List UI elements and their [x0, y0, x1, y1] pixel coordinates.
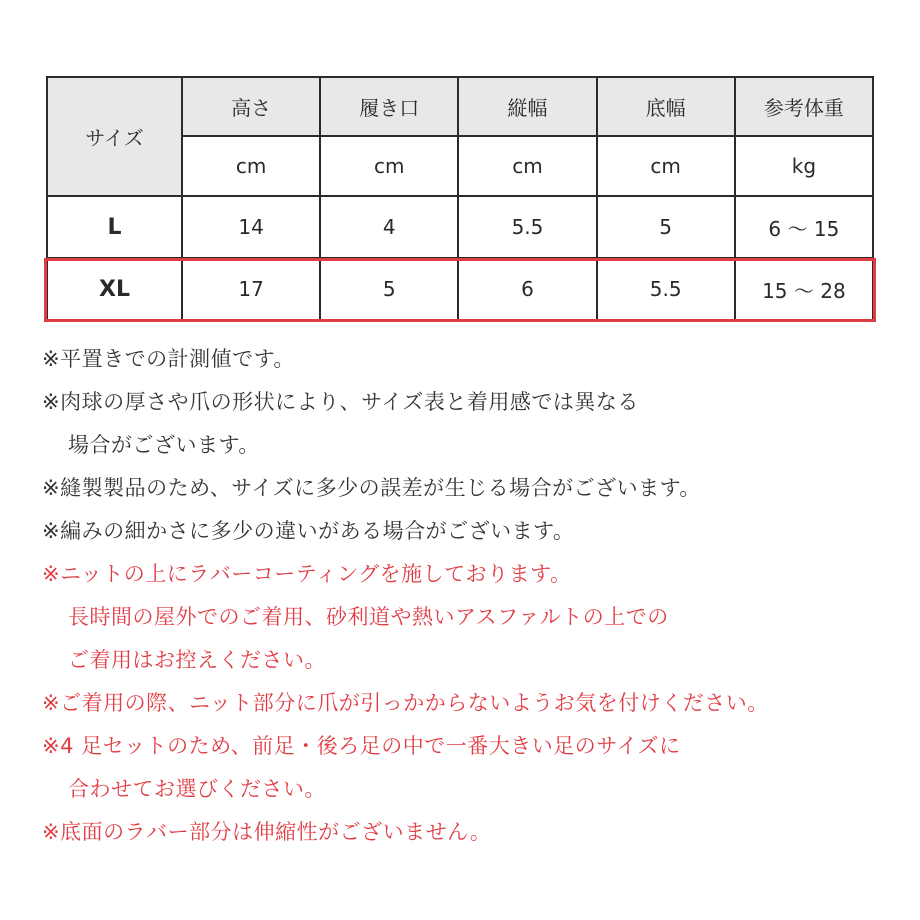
warning-line: ※底面のラバー部分は伸縮性がございません。 — [42, 820, 492, 844]
warning-line: 合わせてお選びください。 — [68, 777, 326, 801]
table-cell: 17 — [182, 258, 320, 320]
column-header-length: 縦幅 — [458, 77, 596, 136]
unit-cell: cm — [182, 136, 320, 196]
table-cell: 6 — [458, 258, 596, 320]
size-label-l: L — [47, 196, 182, 258]
unit-cell: cm — [320, 136, 458, 196]
table-cell: 6 ～ 15 — [735, 196, 873, 258]
table-cell: 14 — [182, 196, 320, 258]
column-header-height: 高さ — [182, 77, 320, 136]
note-line: ※肉球の厚さや爪の形状により、サイズ表と着用感では異なる — [42, 390, 639, 414]
warning-line: ※4 足セットのため、前足・後ろ足の中で一番大きい足のサイズに — [42, 734, 681, 758]
column-header-sole-width: 底幅 — [597, 77, 735, 136]
table-cell: 5.5 — [597, 258, 735, 320]
note-line: ※編みの細かさに多少の違いがある場合がございます。 — [42, 519, 575, 543]
notes-list — [42, 338, 902, 854]
table-row-xl — [47, 258, 873, 320]
table-cell: 5.5 — [458, 196, 596, 258]
warning-line: ご着用はお控えください。 — [68, 648, 326, 672]
note-line: ※縫製製品のため、サイズに多少の誤差が生じる場合がございます。 — [42, 476, 701, 500]
unit-cell: cm — [458, 136, 596, 196]
table-header-row — [47, 77, 873, 136]
table-cell: 15 ～ 28 — [735, 258, 873, 320]
note-line: 場合がございます。 — [68, 433, 260, 457]
size-column-header: サイズ — [47, 77, 182, 196]
size-label-xl: XL — [47, 258, 182, 320]
column-header-weight: 参考体重 — [735, 77, 873, 136]
table-cell: 5 — [597, 196, 735, 258]
warning-line: 長時間の屋外でのご着用、砂利道や熱いアスファルトの上での — [68, 605, 669, 629]
warning-line: ※ご着用の際、ニット部分に爪が引っかからないようお気を付けください。 — [42, 691, 769, 715]
column-header-opening: 履き口 — [320, 77, 458, 136]
size-chart-table — [46, 76, 874, 321]
table-cell: 5 — [320, 258, 458, 320]
table-row-l — [47, 196, 873, 258]
warning-line: ※ニットの上にラバーコーティングを施しております。 — [42, 562, 572, 586]
table-cell: 4 — [320, 196, 458, 258]
unit-cell: cm — [597, 136, 735, 196]
unit-cell: kg — [735, 136, 873, 196]
note-line: ※平置きでの計測値です。 — [42, 347, 295, 371]
